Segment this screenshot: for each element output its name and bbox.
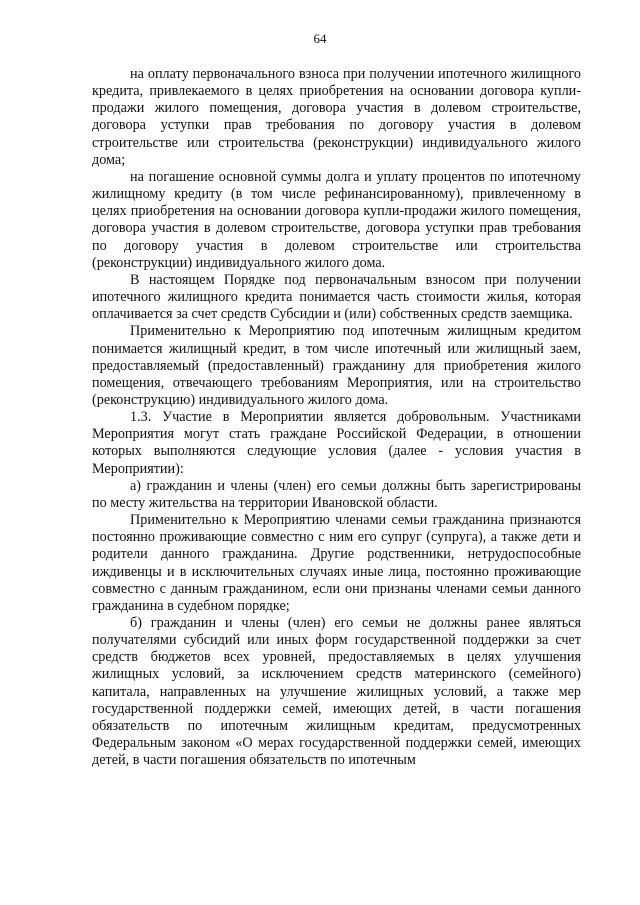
paragraph-initial-payment: на оплату первоначального взноса при получении ипотечного жилищного кредита, привлекаемого в целях приобретения на основании договора купли-продажи жилого помещения, договора участия в долевом строительстве, договора уступки прав требования по договору участия в долевом строительстве или строительства (реконструкции) индивидуального жилого дома; [92, 66, 581, 168]
paragraph-mortgage-definition: Применительно к Мероприятию под ипотечным жилищным кредитом понимается жилищный кредит, в том числе ипотечный или жилищный заем, предоставляемый (предоставленный) гражданину для приобретения жилого помещения, отвечающего требованиям Мероприятия, или на строительство (реконструкцию) индивидуального жилого дома. [92, 323, 581, 408]
paragraph-initial-payment-definition: В настоящем Порядке под первоначальным взносом при получении ипотечного жилищного кредита понимается часть стоимости жилья, которая оплачивается за счет средств Субсидии и (или) собственных средств заемщика. [92, 271, 581, 323]
paragraph-family-members: Применительно к Мероприятию членами семьи гражданина признаются постоянно проживающие совместно с ним его супруг (супруга), а также дети и родители данного гражданина. Другие родственники, нетрудоспособные иждивенцы и в исключительных случаях иные лица, постоянно проживающие совместно с данным гражданином, если они признаны членами семьи данного гражданина в судебном порядке; [92, 512, 581, 614]
paragraph-condition-a: а) гражданин и члены (член) его семьи должны быть зарегистрированы по месту жительства на территории Ивановской области. [92, 477, 581, 511]
paragraph-condition-b: б) гражданин и члены (член) его семьи не должны ранее являться получателями субсидий или иных форм государственной поддержки за счет средств бюджетов всех уровней, предоставляемых в целях улучшения жилищных условий, за исключением средств материнского (семейного) капитала, направленных на улучшение жилищных условий, а также мер государственной поддержки семей, имеющих детей, в части погашения обязательств по ипотечным жилищным кредитам, предусмотренных Федеральным законом «О мерах государственной поддержки семей, имеющих детей, в части погашения обязательств по ипотечным [92, 615, 581, 769]
paragraph-section-1-3: 1.3. Участие в Мероприятии является добровольным. Участниками Мероприятия могут стать граждане Российской Федерации, в отношении которых выполняются следующие условия (далее - условия участия в Мероприятии): [92, 409, 581, 477]
page-number: 64 [313, 31, 327, 46]
document-body [92, 66, 581, 769]
paragraph-debt-repayment: на погашение основной суммы долга и уплату процентов по ипотечному жилищному кредиту (в том числе рефинансированному), привлеченному в целях приобретения на основании договора купли-продажи жилого помещения, договора участия в долевом строительстве, договора уступки прав требования по договору участия в долевом строительстве или строительства (реконструкции) индивидуального жилого дома. [92, 168, 581, 271]
